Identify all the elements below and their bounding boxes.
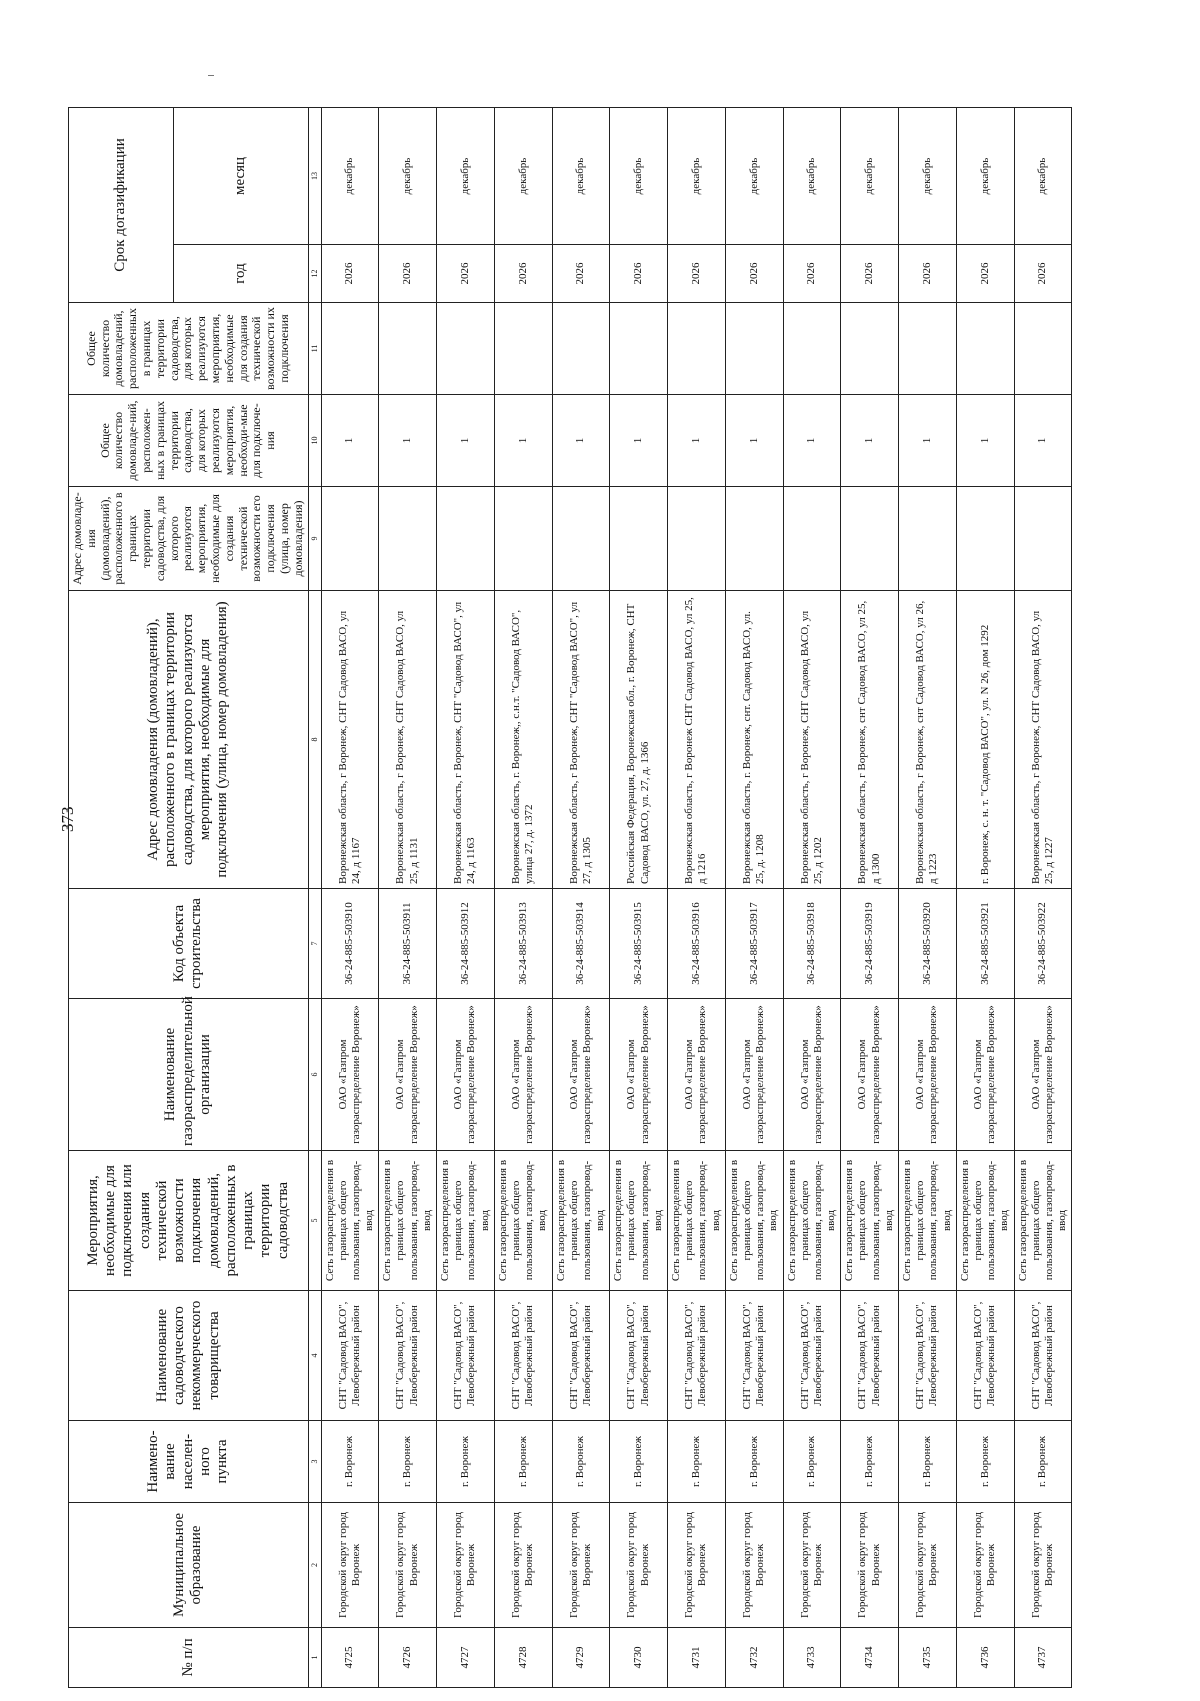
address-tech-cell: [668, 487, 726, 591]
row-number: 4728: [494, 1628, 552, 1688]
year-cell: 2026: [725, 245, 783, 303]
address-tech-cell: [783, 487, 841, 591]
municipality-cell: Городской округ город Воронеж: [321, 1503, 379, 1628]
year-cell: 2026: [1014, 245, 1072, 303]
event-cell: Сеть газораспределения в границах общего пользования, газопровод-ввод: [379, 1151, 437, 1291]
month-cell: декабрь: [899, 107, 957, 244]
address-tech-cell: [899, 487, 957, 591]
object-code-cell: 36-24-885-503917: [725, 889, 783, 999]
header-col-number: № п/п: [69, 1628, 309, 1688]
row-number: 4727: [437, 1628, 495, 1688]
address-cell: Российская Федерация, Воронежская обл., г. Воронеж, СНТ Садовод ВАСО, ул. 27, д. 1366: [610, 591, 668, 889]
address-cell: Воронежская область, г Воронеж, СНТ "Садовод ВАСО", ул 24, д 1163: [437, 591, 495, 889]
month-cell: декабрь: [552, 107, 610, 244]
object-code-cell: 36-24-885-503915: [610, 889, 668, 999]
object-code-cell: 36-24-885-503918: [783, 889, 841, 999]
count-tech-cell: [379, 303, 437, 395]
address-tech-cell: [841, 487, 899, 591]
count-connect-cell: 1: [552, 395, 610, 487]
address-cell: Воронежская область, г. Воронеж,, с.н.т. "Садовод ВАСО", улица 27, д. 1372: [494, 591, 552, 889]
row-number: 4729: [552, 1628, 610, 1688]
header-col-municipality: Муниципальное образование: [69, 1503, 309, 1628]
header-col-count-connect: Общее количество домовладе-ний, расположен-ных в границах территории садоводства, для которых реализуются мероприятия, необходи-мые для подключе-ния: [69, 395, 309, 487]
snt-cell: СНТ "Садовод ВАСО", Левобережный район: [668, 1291, 726, 1421]
row-number: 4731: [668, 1628, 726, 1688]
month-cell: декабрь: [321, 107, 379, 244]
year-cell: 2026: [437, 245, 495, 303]
row-number: 4735: [899, 1628, 957, 1688]
snt-cell: СНТ "Садовод ВАСО", Левобережный район: [725, 1291, 783, 1421]
table-row: [899, 107, 957, 1687]
address-cell: г. Воронеж, с. н. т. "Садовод ВАСО", ул. N 26, дом 1292: [956, 591, 1014, 889]
municipality-cell: Городской округ город Воронеж: [552, 1503, 610, 1628]
table-row: [1014, 107, 1072, 1687]
municipality-cell: Городской округ город Воронеж: [841, 1503, 899, 1628]
settlement-cell: г. Воронеж: [668, 1421, 726, 1503]
snt-cell: СНТ "Садовод ВАСО", Левобережный район: [379, 1291, 437, 1421]
event-cell: Сеть газораспределения в границах общего пользования, газопровод-ввод: [552, 1151, 610, 1291]
count-connect-cell: 1: [437, 395, 495, 487]
count-connect-cell: 1: [899, 395, 957, 487]
page-number: 373: [58, 806, 77, 832]
count-connect-cell: 1: [956, 395, 1014, 487]
column-number: 1: [308, 1628, 321, 1688]
address-cell: Воронежская область, г Воронеж, СНТ Садовод ВАСО, ул 25, д 1202: [783, 591, 841, 889]
table-row: [725, 107, 783, 1687]
month-cell: декабрь: [437, 107, 495, 244]
column-number: 12: [308, 245, 321, 303]
object-code-cell: 36-24-885-503922: [1014, 889, 1072, 999]
settlement-cell: г. Воронеж: [956, 1421, 1014, 1503]
event-cell: Сеть газораспределения в границах общего пользования, газопровод-ввод: [668, 1151, 726, 1291]
count-tech-cell: [725, 303, 783, 395]
year-cell: 2026: [841, 245, 899, 303]
address-cell: Воронежская область, г Воронеж, снт Садовод ВАСО, ул 26, д 1223: [899, 591, 957, 889]
snt-cell: СНТ "Садовод ВАСО", Левобережный район: [841, 1291, 899, 1421]
count-tech-cell: [899, 303, 957, 395]
settlement-cell: г. Воронеж: [321, 1421, 379, 1503]
count-tech-cell: [668, 303, 726, 395]
settlement-cell: г. Воронеж: [494, 1421, 552, 1503]
column-number: 3: [308, 1421, 321, 1503]
table-row: [321, 107, 379, 1687]
count-tech-cell: [841, 303, 899, 395]
header-group-deadline: Срок догазификации: [69, 107, 174, 302]
header-col-month: месяц: [173, 107, 308, 244]
address-tech-cell: [494, 487, 552, 591]
count-connect-cell: 1: [379, 395, 437, 487]
column-number: 10: [308, 395, 321, 487]
address-cell: Воронежская область, г Воронеж, СНТ Садовод ВАСО, ул 24, д 1167: [321, 591, 379, 889]
gas-org-cell: ОАО «Газпром газораспределение Воронеж»: [783, 999, 841, 1151]
settlement-cell: г. Воронеж: [1014, 1421, 1072, 1503]
table-row: [668, 107, 726, 1687]
object-code-cell: 36-24-885-503914: [552, 889, 610, 999]
month-cell: декабрь: [494, 107, 552, 244]
month-cell: декабрь: [841, 107, 899, 244]
gas-org-cell: ОАО «Газпром газораспределение Воронеж»: [725, 999, 783, 1151]
snt-cell: СНТ "Садовод ВАСО", Левобережный район: [610, 1291, 668, 1421]
header-col-snt: Наименование садоводческого некоммерческого товарищества: [69, 1291, 309, 1421]
row-number: 4733: [783, 1628, 841, 1688]
header-row: [69, 107, 174, 1687]
month-cell: декабрь: [668, 107, 726, 244]
address-cell: Воронежская область, г. Воронеж, снт. Садовод ВАСО, ул. 25, д. 1208: [725, 591, 783, 889]
address-cell: Воронежская область, г Воронеж СНТ Садовод ВАСО, ул 25, д 1216: [668, 591, 726, 889]
object-code-cell: 36-24-885-503920: [899, 889, 957, 999]
row-number: 4734: [841, 1628, 899, 1688]
column-number-row: [308, 107, 321, 1687]
table-row: [379, 107, 437, 1687]
count-connect-cell: 1: [783, 395, 841, 487]
year-cell: 2026: [321, 245, 379, 303]
count-tech-cell: [552, 303, 610, 395]
event-cell: Сеть газораспределения в границах общего пользования, газопровод-ввод: [841, 1151, 899, 1291]
count-connect-cell: 1: [841, 395, 899, 487]
count-connect-cell: 1: [321, 395, 379, 487]
address-cell: Воронежская область, г Воронеж, СНТ Садовод ВАСО, ул 25, д 1131: [379, 591, 437, 889]
column-number: 5: [308, 1151, 321, 1291]
count-tech-cell: [956, 303, 1014, 395]
count-connect-cell: 1: [725, 395, 783, 487]
year-cell: 2026: [899, 245, 957, 303]
header-col-events: Мероприятия, необходимые для подключения или создания технической возможности подключения домовладений, расположенных в границах территории садоводства: [69, 1151, 309, 1291]
scan-speck: [208, 75, 214, 76]
snt-cell: СНТ "Садовод ВАСО", Левобережный район: [494, 1291, 552, 1421]
event-cell: Сеть газораспределения в границах общего пользования, газопровод-ввод: [437, 1151, 495, 1291]
year-cell: 2026: [379, 245, 437, 303]
snt-cell: СНТ "Садовод ВАСО", Левобережный район: [783, 1291, 841, 1421]
address-tech-cell: [379, 487, 437, 591]
column-number: 6: [308, 999, 321, 1151]
count-connect-cell: 1: [668, 395, 726, 487]
row-number: 4730: [610, 1628, 668, 1688]
month-cell: декабрь: [956, 107, 1014, 244]
header-col-code: Код объекта строительства: [69, 889, 309, 999]
column-number: 9: [308, 487, 321, 591]
column-number: 11: [308, 303, 321, 395]
event-cell: Сеть газораспределения в границах общего пользования, газопровод-ввод: [610, 1151, 668, 1291]
column-number: 4: [308, 1291, 321, 1421]
event-cell: Сеть газораспределения в границах общего пользования, газопровод-ввод: [321, 1151, 379, 1291]
count-tech-cell: [1014, 303, 1072, 395]
gas-org-cell: ОАО «Газпром газораспределение Воронеж»: [379, 999, 437, 1151]
gas-org-cell: ОАО «Газпром газораспределение Воронеж»: [437, 999, 495, 1151]
month-cell: декабрь: [379, 107, 437, 244]
gas-org-cell: ОАО «Газпром газораспределение Воронеж»: [841, 999, 899, 1151]
snt-cell: СНТ "Садовод ВАСО", Левобережный район: [956, 1291, 1014, 1421]
column-number: 13: [308, 107, 321, 244]
table-row: [552, 107, 610, 1687]
header-col-address-tech: Адрес домовладе-ния (домовладений), расположенного в границах территории садоводства, для которого реализуются мероприятия, необходимые для создания технической возможности его подключения (улица, номер домовладения): [69, 487, 309, 591]
count-connect-cell: 1: [1014, 395, 1072, 487]
header-col-address: Адрес домовладения (домовладений), расположенного в границах территории садоводства, для которого реализуются мероприятия, необходимые для подключения (улица, номер домовладения): [69, 591, 309, 889]
row-number: 4732: [725, 1628, 783, 1688]
object-code-cell: 36-24-885-503911: [379, 889, 437, 999]
gas-org-cell: ОАО «Газпром газораспределение Воронеж»: [552, 999, 610, 1151]
gas-org-cell: ОАО «Газпром газораспределение Воронеж»: [899, 999, 957, 1151]
municipality-cell: Городской округ город Воронеж: [379, 1503, 437, 1628]
object-code-cell: 36-24-885-503916: [668, 889, 726, 999]
gas-org-cell: ОАО «Газпром газораспределение Воронеж»: [321, 999, 379, 1151]
gas-org-cell: ОАО «Газпром газораспределение Воронеж»: [956, 999, 1014, 1151]
count-connect-cell: 1: [610, 395, 668, 487]
object-code-cell: 36-24-885-503921: [956, 889, 1014, 999]
count-connect-cell: 1: [494, 395, 552, 487]
count-tech-cell: [321, 303, 379, 395]
row-number: 4726: [379, 1628, 437, 1688]
table-row: [494, 107, 552, 1687]
object-code-cell: 36-24-885-503910: [321, 889, 379, 999]
address-tech-cell: [552, 487, 610, 591]
settlement-cell: г. Воронеж: [437, 1421, 495, 1503]
header-col-gas-org: Наименование газораспределительной организации: [69, 999, 309, 1151]
settlement-cell: г. Воронеж: [841, 1421, 899, 1503]
event-cell: Сеть газораспределения в границах общего пользования, газопровод-ввод: [725, 1151, 783, 1291]
settlement-cell: г. Воронеж: [552, 1421, 610, 1503]
year-cell: 2026: [494, 245, 552, 303]
row-number: 4737: [1014, 1628, 1072, 1688]
snt-cell: СНТ "Садовод ВАСО", Левобережный район: [552, 1291, 610, 1421]
municipality-cell: Городской округ город Воронеж: [725, 1503, 783, 1628]
count-tech-cell: [783, 303, 841, 395]
month-cell: декабрь: [783, 107, 841, 244]
event-cell: Сеть газораспределения в границах общего пользования, газопровод-ввод: [899, 1151, 957, 1291]
count-tech-cell: [437, 303, 495, 395]
table-row: [841, 107, 899, 1687]
municipality-cell: Городской округ город Воронеж: [1014, 1503, 1072, 1628]
year-cell: 2026: [552, 245, 610, 303]
table-row: [783, 107, 841, 1687]
settlement-cell: г. Воронеж: [610, 1421, 668, 1503]
snt-cell: СНТ "Садовод ВАСО", Левобережный район: [321, 1291, 379, 1421]
address-tech-cell: [610, 487, 668, 591]
snt-cell: СНТ "Садовод ВАСО", Левобережный район: [1014, 1291, 1072, 1421]
address-tech-cell: [321, 487, 379, 591]
column-number: 2: [308, 1503, 321, 1628]
municipality-cell: Городской округ город Воронеж: [668, 1503, 726, 1628]
municipality-cell: Городской округ город Воронеж: [956, 1503, 1014, 1628]
snt-cell: СНТ "Садовод ВАСО", Левобережный район: [899, 1291, 957, 1421]
address-cell: Воронежская область, г Воронеж, СНТ "Садовод ВАСО", ул 27, д 1305: [552, 591, 610, 889]
header-col-count-tech: Общее количество домовладений, расположенных в границах территории садоводства, для которых реализуются мероприятия, необходимые для создания технической возможности их подключения: [69, 303, 309, 395]
address-tech-cell: [437, 487, 495, 591]
year-cell: 2026: [956, 245, 1014, 303]
settlement-cell: г. Воронеж: [725, 1421, 783, 1503]
month-cell: декабрь: [725, 107, 783, 244]
address-tech-cell: [725, 487, 783, 591]
object-code-cell: 36-24-885-503913: [494, 889, 552, 999]
event-cell: Сеть газораспределения в границах общего пользования, газопровод-ввод: [1014, 1151, 1072, 1291]
row-number: 4725: [321, 1628, 379, 1688]
year-cell: 2026: [610, 245, 668, 303]
table-row: [437, 107, 495, 1687]
gas-org-cell: ОАО «Газпром газораспределение Воронеж»: [1014, 999, 1072, 1151]
header-col-settlement: Наимено-вание населен-ного пункта: [69, 1421, 309, 1503]
settlement-cell: г. Воронеж: [379, 1421, 437, 1503]
column-number: 8: [308, 591, 321, 889]
rotated-table-container: [68, 108, 1200, 1688]
gas-org-cell: ОАО «Газпром газораспределение Воронеж»: [610, 999, 668, 1151]
month-cell: декабрь: [1014, 107, 1072, 244]
gasification-table: [68, 107, 1072, 1688]
month-cell: декабрь: [610, 107, 668, 244]
address-cell: Воронежская область, г Воронеж, снт Садовод ВАСО, ул 25, д 1300: [841, 591, 899, 889]
municipality-cell: Городской округ город Воронеж: [494, 1503, 552, 1628]
object-code-cell: 36-24-885-503919: [841, 889, 899, 999]
settlement-cell: г. Воронеж: [899, 1421, 957, 1503]
column-number: 7: [308, 889, 321, 999]
event-cell: Сеть газораспределения в границах общего пользования, газопровод-ввод: [783, 1151, 841, 1291]
table-body: [321, 107, 1072, 1687]
event-cell: Сеть газораспределения в границах общего пользования, газопровод-ввод: [956, 1151, 1014, 1291]
municipality-cell: Городской округ город Воронеж: [899, 1503, 957, 1628]
gas-org-cell: ОАО «Газпром газораспределение Воронеж»: [494, 999, 552, 1151]
snt-cell: СНТ "Садовод ВАСО", Левобережный район: [437, 1291, 495, 1421]
row-number: 4736: [956, 1628, 1014, 1688]
year-cell: 2026: [783, 245, 841, 303]
object-code-cell: 36-24-885-503912: [437, 889, 495, 999]
municipality-cell: Городской округ город Воронеж: [610, 1503, 668, 1628]
municipality-cell: Городской округ город Воронеж: [437, 1503, 495, 1628]
header-col-year: год: [173, 245, 308, 303]
gas-org-cell: ОАО «Газпром газораспределение Воронеж»: [668, 999, 726, 1151]
year-cell: 2026: [668, 245, 726, 303]
address-tech-cell: [1014, 487, 1072, 591]
municipality-cell: Городской округ город Воронеж: [783, 1503, 841, 1628]
count-tech-cell: [494, 303, 552, 395]
address-cell: Воронежская область, г Воронеж, СНТ Садовод ВАСО, ул 25, д 1227: [1014, 591, 1072, 889]
table-row: [956, 107, 1014, 1687]
settlement-cell: г. Воронеж: [783, 1421, 841, 1503]
address-tech-cell: [956, 487, 1014, 591]
table-row: [610, 107, 668, 1687]
count-tech-cell: [610, 303, 668, 395]
event-cell: Сеть газораспределения в границах общего пользования, газопровод-ввод: [494, 1151, 552, 1291]
